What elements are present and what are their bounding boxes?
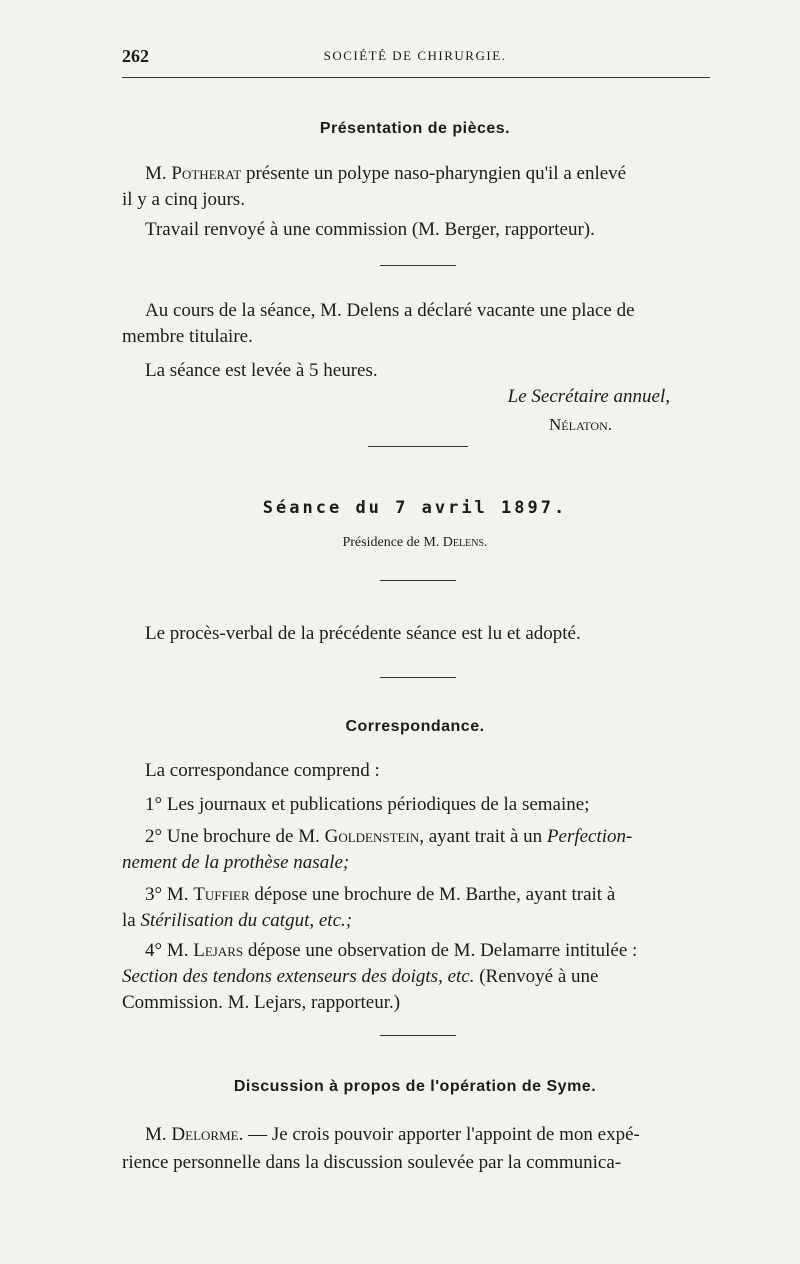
list-item-4-line3: Commission. M. Lejars, rapporteur.)	[122, 992, 401, 1013]
section-heading-presentation: Présentation de pièces.	[319, 120, 511, 137]
text-run: présente un polype naso-pharyngien qu'il a enlevé	[241, 163, 627, 184]
section-heading-correspondance: Correspondance.	[345, 718, 485, 735]
list-item-2-line2	[122, 849, 712, 876]
separator-rule	[380, 677, 456, 678]
author-name: Goldenstein	[324, 826, 420, 847]
separator-rule	[368, 446, 468, 447]
president-name: Delens.	[442, 535, 488, 550]
signature-title	[300, 383, 670, 410]
text-run: 2° Une brochure de M.	[145, 826, 325, 847]
paragraph-delens-line1: Au cours de la séance, M. Delens a déclaré vacante une place de	[145, 300, 635, 321]
page-number: 262	[122, 46, 149, 66]
separator-rule	[380, 1035, 456, 1036]
author-name: Lejars	[193, 940, 244, 961]
session-title: Séance du 7 avril 1897.	[262, 498, 568, 518]
header-rule	[122, 77, 710, 78]
author-name: Potherat	[171, 163, 242, 184]
author-name: Delorme	[171, 1124, 239, 1145]
text-run: (Renvoyé à une	[474, 966, 599, 987]
separator-rule	[380, 580, 456, 581]
text-run: 4° M.	[145, 940, 194, 961]
italic-title: Stérilisation du catgut, etc.;	[140, 910, 353, 931]
italic-title: Perfection-	[546, 826, 633, 847]
list-item-4-line2	[122, 963, 717, 990]
paragraph-potherat-line2: il y a cinq jours.	[122, 189, 245, 210]
list-item-2-line1	[145, 823, 725, 850]
paragraph-seance-levee: La séance est levée à 5 heures.	[145, 360, 378, 381]
italic-title: Section des tendons extenseurs des doigts, etc.	[122, 966, 475, 987]
paragraph-delorme-line1	[145, 1121, 720, 1148]
paragraph-commission: Travail renvoyé à une commission (M. Berger, rapporteur).	[145, 219, 595, 240]
text-run: dépose une brochure de M. Barthe, ayant trait à	[249, 884, 616, 905]
paragraph-delorme-line2: rience personnelle dans la discussion soulevée par la communica-	[122, 1152, 622, 1173]
signature-title-text: Le Secrétaire annuel,	[507, 386, 670, 407]
paragraph-potherat-line1	[145, 160, 715, 187]
text-run: 3° M.	[145, 884, 194, 905]
list-item-3-line2	[122, 907, 712, 934]
paragraph-minutes: Le procès-verbal de la précédente séance est lu et adopté.	[145, 623, 581, 644]
text-run: . — Je crois pouvoir apporter l'appoint de mon expé-	[238, 1124, 640, 1145]
paragraph-delens-line2: membre titulaire.	[122, 326, 253, 347]
text-run: M.	[145, 163, 172, 184]
list-item-3-line1	[145, 881, 715, 908]
list-item-1: 1° Les journaux et publications périodiques de la semaine;	[145, 794, 590, 815]
running-title: SOCIÉTÉ DE CHIRURGIE.	[323, 48, 507, 63]
text-run: M.	[145, 1124, 172, 1145]
session-presidence	[0, 535, 800, 551]
text-run: Présidence de M.	[342, 535, 443, 550]
text-run: , ayant trait à un	[419, 826, 547, 847]
text-run: dépose une observation de M. Delamarre intitulée :	[243, 940, 638, 961]
signature-name: Nélaton.	[549, 415, 612, 434]
list-item-4-line1	[145, 937, 715, 964]
italic-title: nement de la prothèse nasale;	[122, 852, 350, 873]
separator-rule	[380, 265, 456, 266]
author-name: Tuffier	[193, 884, 250, 905]
correspondance-intro: La correspondance comprend :	[145, 760, 380, 781]
text-run: la	[122, 910, 141, 931]
section-heading-discussion: Discussion à propos de l'opération de Syme.	[233, 1078, 597, 1095]
